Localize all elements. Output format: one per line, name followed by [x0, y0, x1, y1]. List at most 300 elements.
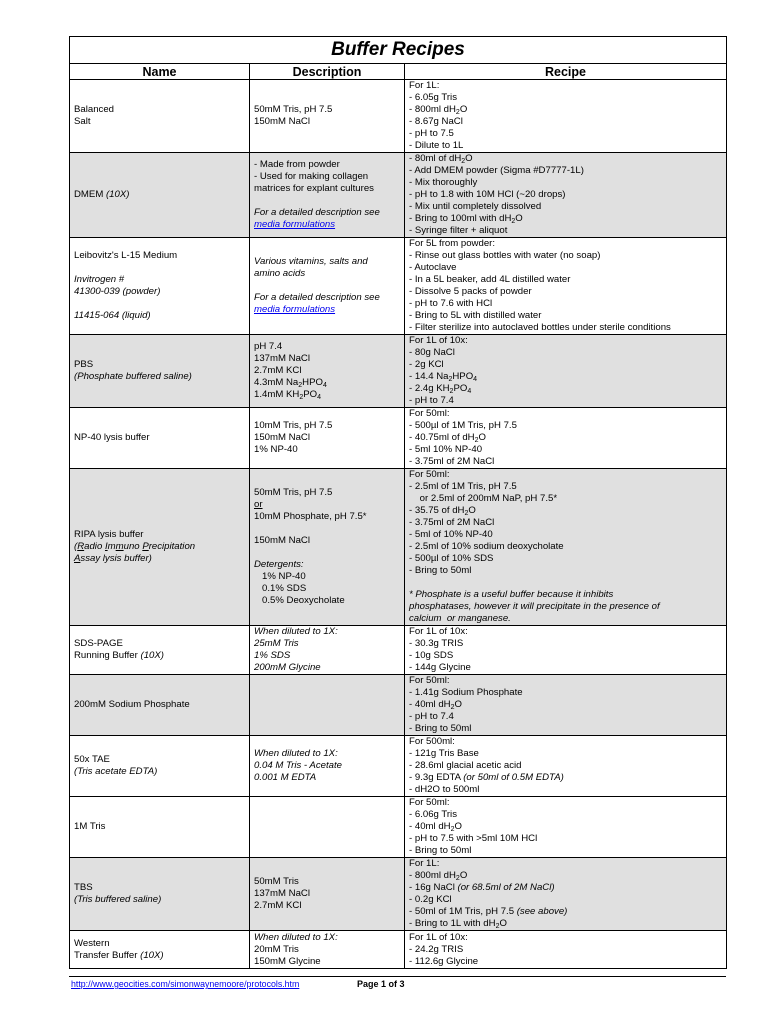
recipe-line — [409, 177, 722, 189]
text-run: recipitation — [148, 541, 196, 552]
description-line — [254, 377, 400, 389]
text-run: - Bring to 50ml — [409, 565, 472, 576]
cell-recipe — [405, 153, 727, 238]
text-run: (10X) — [105, 189, 130, 200]
cell-description — [250, 626, 405, 675]
text-run: - 80ml of dH — [409, 153, 462, 164]
text-run: ssay lysis buffer) — [80, 553, 152, 564]
text-run: - 40ml dH — [409, 821, 451, 832]
text-run: - pH to 7.6 with HCl — [409, 298, 493, 309]
recipe-line — [409, 626, 722, 638]
text-run: m — [107, 541, 116, 552]
text-run: - Rinse out glass bottles with water (no soap) — [409, 250, 601, 261]
recipe-line — [409, 298, 722, 310]
text-run: 10mM Phosphate, pH 7.5* — [254, 511, 367, 522]
text-run: (see above) — [516, 906, 568, 917]
recipe-line — [409, 772, 722, 784]
name-line — [74, 359, 245, 371]
blank-line — [254, 280, 400, 292]
text-run: O — [459, 104, 468, 115]
text-run: 0.5% Deoxycholate — [254, 595, 345, 606]
text-run: 11415-064 (liquid) — [74, 310, 151, 321]
table-row — [70, 797, 727, 858]
name-line — [74, 938, 245, 950]
recipe-line — [409, 650, 722, 662]
text-run: - Bring to 50ml — [409, 845, 472, 856]
recipe-line — [409, 432, 722, 444]
blank-line — [74, 262, 245, 274]
text-run: - 3.75ml of 2M NaCl — [409, 517, 495, 528]
recipe-line — [409, 493, 722, 505]
recipe-line — [409, 408, 722, 420]
text-run: (Tris buffered saline) — [74, 894, 162, 905]
text-run: - 80g NaCl — [409, 347, 455, 358]
table-row — [70, 675, 727, 736]
recipe-line — [409, 601, 722, 613]
recipe-line — [409, 238, 722, 250]
cell-description — [250, 736, 405, 797]
recipe-line — [409, 589, 722, 601]
text-run: 1.4mM KH — [254, 389, 300, 400]
description-line — [254, 650, 400, 662]
recipe-line — [409, 213, 722, 225]
cell-description — [250, 408, 405, 469]
cell-description — [250, 469, 405, 626]
description-line — [254, 772, 400, 784]
text-run: For 500ml: — [409, 736, 455, 747]
cell-recipe — [405, 626, 727, 675]
recipe-line — [409, 736, 722, 748]
recipe-line — [409, 225, 722, 237]
recipe-line — [409, 821, 722, 833]
text-run: HPO — [452, 371, 474, 382]
text-run: For 1L of 10x: — [409, 335, 468, 346]
text-run: 2 — [511, 218, 516, 225]
name-line — [74, 529, 245, 541]
recipe-line — [409, 797, 722, 809]
cell-recipe — [405, 80, 727, 153]
text-run: 4 — [317, 394, 322, 401]
cell-description — [250, 335, 405, 408]
description-line — [254, 487, 400, 499]
text-run: - 5ml of 10% NP-40 — [409, 529, 493, 540]
cell-description — [250, 238, 405, 335]
text-run: - Mix thoroughly — [409, 177, 478, 188]
text-run: For a detailed description see — [254, 292, 380, 303]
text-run: Transfer Buffer — [74, 949, 141, 961]
text-run: 2 — [448, 376, 453, 383]
text-run: - 24.2g TRIS — [409, 943, 464, 955]
text-run: 4 — [322, 382, 327, 389]
description-line — [254, 760, 400, 772]
description-line — [254, 900, 400, 912]
text-run: - pH to 7.5 — [409, 128, 454, 139]
recipe-line — [409, 383, 722, 395]
name-line — [74, 638, 245, 650]
text-run: 25mM Tris — [254, 638, 299, 649]
recipe-line — [409, 335, 722, 347]
text-run: - 500µl of 1M Tris, pH 7.5 — [409, 420, 517, 431]
text-run: amino acids — [254, 268, 306, 279]
text-run: matrices for explant cultures — [254, 183, 374, 194]
table-row — [70, 931, 727, 969]
text-run: 150mM NaCl — [254, 535, 310, 546]
text-run: 2.7mM KCl — [254, 365, 302, 376]
text-run: HPO — [302, 377, 323, 388]
text-run: 2 — [450, 704, 455, 711]
text-run: O — [465, 153, 473, 164]
cell-recipe — [405, 335, 727, 408]
media-formulations-link[interactable]: media formulations — [254, 304, 336, 315]
blank-line — [409, 577, 722, 589]
name-line — [74, 882, 245, 894]
text-run: uno — [123, 541, 143, 552]
description-line — [254, 353, 400, 365]
text-run: - Bring to 1L with dH — [409, 918, 496, 929]
text-run: 1% NP-40 — [254, 444, 298, 455]
text-run: 1% SDS — [254, 650, 291, 661]
description-line — [254, 219, 400, 231]
name-line — [74, 950, 245, 962]
blank-line — [254, 523, 400, 535]
text-run: 50mM Tris, pH 7.5 — [254, 104, 333, 115]
recipe-line — [409, 444, 722, 456]
text-run: For 1L of 10x: — [409, 931, 468, 943]
cell-recipe — [405, 797, 727, 858]
text-run: Leibovitz's L-15 Medium — [74, 250, 178, 261]
text-run: 1M Tris — [74, 821, 106, 832]
text-run: 4 — [467, 388, 472, 395]
text-run: (Tris acetate EDTA) — [74, 766, 158, 777]
text-run: For 50ml: — [409, 469, 450, 480]
text-run: - 28.6ml glacial acetic acid — [409, 760, 522, 771]
text-run: 41300-039 (powder) — [74, 286, 161, 297]
text-run: 50mM Tris, pH 7.5 — [254, 487, 333, 498]
text-run: or — [254, 499, 263, 510]
recipe-line — [409, 104, 722, 116]
description-line — [254, 626, 400, 638]
description-line — [254, 535, 400, 547]
recipe-line — [409, 858, 722, 870]
title-row — [70, 37, 727, 64]
text-run: (or 68.5ml of 2M NaCl) — [457, 882, 555, 893]
name-line — [74, 754, 245, 766]
recipe-line — [409, 845, 722, 857]
text-run: 2.7mM KCl — [254, 900, 302, 911]
name-line — [74, 553, 245, 565]
table-row — [70, 238, 727, 335]
text-run: 2 — [495, 923, 500, 930]
description-line — [254, 420, 400, 432]
recipe-line — [409, 250, 722, 262]
table-row — [70, 736, 727, 797]
text-run: - Filter sterilize into autoclaved bottles under sterile conditions — [409, 322, 671, 333]
description-line — [254, 944, 400, 956]
recipe-line — [409, 262, 722, 274]
text-run: - 2g KCl — [409, 359, 444, 370]
text-run: For 50ml: — [409, 797, 450, 808]
cell-description — [250, 80, 405, 153]
text-run: Invitrogen # — [74, 274, 125, 285]
recipe-line — [409, 565, 722, 577]
name-line — [74, 274, 245, 286]
description-line — [254, 748, 400, 760]
text-run: When diluted to 1X: — [254, 626, 338, 637]
name-line — [74, 286, 245, 298]
recipe-line — [409, 420, 722, 432]
recipe-line — [409, 347, 722, 359]
text-run: 200mM Glycine — [254, 662, 321, 673]
text-run: (or 50ml of 0.5M EDTA) — [463, 772, 564, 783]
cell-name — [70, 469, 250, 626]
name-line — [74, 104, 245, 116]
cell-recipe — [405, 408, 727, 469]
text-run: 0.04 M Tris - Acetate — [254, 760, 342, 771]
description-line — [254, 304, 400, 316]
footer-url-link[interactable]: http://www.geocities.com/simonwaynemoore/protocols.htm — [71, 979, 300, 989]
text-run: For 50ml: — [409, 408, 450, 419]
recipe-line — [409, 662, 722, 674]
text-run: - 800ml dH — [409, 870, 456, 881]
cell-recipe — [405, 931, 727, 969]
text-run: - 40.75ml of dH — [409, 432, 475, 443]
text-run: (10X) — [140, 949, 164, 961]
description-line — [254, 595, 400, 607]
cell-description — [250, 797, 405, 858]
text-run: - Dissolve 5 packs of powder — [409, 286, 532, 297]
text-run: * Phosphate is a useful buffer because it inhibits — [409, 589, 614, 600]
header-row — [70, 64, 727, 80]
name-line — [74, 821, 245, 833]
recipe-line — [409, 723, 722, 735]
text-run: - pH to 7.5 with >5ml 10M HCl — [409, 833, 538, 844]
text-run: - dH2O to 500ml — [409, 784, 480, 795]
cell-description — [250, 858, 405, 931]
text-run: - 30.3g TRIS — [409, 638, 464, 649]
cell-description — [250, 153, 405, 238]
text-run: - 2.5ml of 10% sodium deoxycholate — [409, 541, 564, 552]
description-line — [254, 183, 400, 195]
text-run: 0.001 M EDTA — [254, 772, 317, 783]
text-run: RIPA lysis buffer — [74, 529, 144, 540]
recipe-line — [409, 870, 722, 882]
text-run: O — [499, 918, 507, 929]
description-line — [254, 159, 400, 171]
recipe-line — [409, 153, 722, 165]
text-run: TBS — [74, 882, 93, 893]
page-title: Buffer Recipes — [70, 37, 727, 64]
text-run: For 1L of 10x: — [409, 626, 468, 637]
text-run: 2 — [461, 158, 466, 165]
blank-line — [254, 547, 400, 559]
name-line — [74, 310, 245, 322]
cell-name — [70, 931, 250, 969]
text-run: Salt — [74, 116, 91, 127]
text-run: Various vitamins, salts and — [254, 256, 368, 267]
text-run: - 8.67g NaCl — [409, 116, 463, 127]
text-run: - 144g Glycine — [409, 662, 471, 673]
text-run: calcium or manganese. — [409, 613, 511, 624]
text-run: 150mM NaCl — [254, 432, 310, 443]
description-line — [254, 389, 400, 401]
text-run: - 121g Tris Base — [409, 748, 479, 759]
column-header-description: Description — [250, 64, 405, 80]
text-run: 0.1% SDS — [254, 583, 307, 594]
text-run: 1% NP-40 — [254, 571, 306, 582]
description-line — [254, 171, 400, 183]
text-run: NP-40 lysis buffer — [74, 432, 150, 443]
text-run: - 800ml dH — [409, 104, 456, 115]
cell-recipe — [405, 238, 727, 335]
description-line — [254, 571, 400, 583]
recipe-line — [409, 395, 722, 407]
name-line — [74, 650, 245, 662]
description-line — [254, 268, 400, 280]
table-row — [70, 858, 727, 931]
cell-recipe — [405, 858, 727, 931]
text-run: - 14.4 Na — [409, 371, 449, 382]
name-line — [74, 766, 245, 778]
text-run: - 6.06g Tris — [409, 809, 457, 820]
text-run: 50mM Tris — [254, 876, 299, 887]
text-run: - Bring to 5L with distilled water — [409, 310, 542, 321]
text-run: - Dilute to 1L — [409, 140, 464, 151]
cell-name — [70, 80, 250, 153]
text-run: O — [459, 870, 468, 881]
description-line — [254, 104, 400, 116]
text-run: 50x TAE — [74, 754, 110, 765]
name-line — [74, 894, 245, 906]
text-run: For 5L from powder: — [409, 238, 496, 249]
text-run: 2 — [464, 510, 469, 517]
table-row — [70, 80, 727, 153]
description-line — [254, 292, 400, 304]
recipe-line — [409, 918, 722, 930]
text-run: - Mix until completely dissolved — [409, 201, 542, 212]
text-run: pH 7.4 — [254, 341, 283, 352]
text-run: O — [468, 505, 476, 516]
description-line — [254, 341, 400, 353]
table-body — [70, 80, 727, 969]
recipe-line — [409, 371, 722, 383]
description-line — [254, 511, 400, 523]
text-run: I — [104, 541, 108, 552]
text-run: - 112.6g Glycine — [409, 955, 479, 967]
text-run: PO — [453, 383, 468, 394]
text-run: - 0.2g KCl — [409, 894, 452, 905]
text-run: - 500µl of 10% SDS — [409, 553, 494, 564]
description-line — [254, 583, 400, 595]
recipe-line — [409, 529, 722, 541]
description-line — [254, 888, 400, 900]
recipe-line — [409, 809, 722, 821]
text-run: or 2.5ml of 200mM NaP, pH 7.5* — [409, 493, 558, 504]
text-run: For 1L: — [409, 80, 440, 91]
text-run: A — [74, 553, 81, 564]
table-row — [70, 469, 727, 626]
text-run: O — [454, 699, 462, 710]
recipe-line — [409, 469, 722, 481]
recipe-line — [409, 517, 722, 529]
text-run: - 40ml dH — [409, 699, 451, 710]
recipe-line — [409, 505, 722, 517]
text-run: PBS — [74, 359, 94, 370]
text-run: O — [454, 821, 462, 832]
text-run: - pH to 7.4 — [409, 395, 454, 406]
cell-name — [70, 626, 250, 675]
cell-name — [70, 153, 250, 238]
recipe-line — [409, 201, 722, 213]
cell-name — [70, 736, 250, 797]
text-run: ( — [74, 541, 78, 552]
blank-line — [74, 298, 245, 310]
text-run: - Made from powder — [254, 159, 340, 170]
cell-name — [70, 408, 250, 469]
text-run: 200mM Sodium Phosphate — [74, 699, 190, 710]
description-line — [254, 256, 400, 268]
text-run: - Syringe filter + aliquot — [409, 225, 508, 236]
text-run: - Add DMEM powder (Sigma #D7777-1L) — [409, 165, 584, 176]
text-run: R — [77, 541, 85, 552]
description-line — [254, 207, 400, 219]
recipe-line — [409, 189, 722, 201]
text-run: - 35.75 of dH — [409, 505, 465, 516]
recipe-line — [409, 359, 722, 371]
recipe-line — [409, 932, 722, 944]
text-run: Western — [74, 937, 110, 949]
recipe-line — [409, 286, 722, 298]
recipe-line — [409, 322, 722, 334]
text-run: 2 — [474, 437, 479, 444]
text-run: 137mM NaCl — [254, 353, 310, 364]
page-number: Page 1 of 3 — [357, 979, 405, 989]
recipe-line — [409, 613, 722, 625]
text-run: When diluted to 1X: — [254, 931, 338, 943]
description-line — [254, 956, 400, 968]
description-line — [254, 932, 400, 944]
text-run: (Phosphate buffered saline) — [74, 371, 192, 382]
recipe-line — [409, 274, 722, 286]
text-run: Detergents: — [254, 559, 304, 570]
column-header-name: Name — [70, 64, 250, 80]
text-run: DMEM — [74, 189, 106, 200]
recipe-line — [409, 80, 722, 92]
text-run: When diluted to 1X: — [254, 748, 338, 759]
text-run: 150mM NaCl — [254, 116, 310, 127]
text-run: - pH to 1.8 with 10M HCl (~20 drops) — [409, 189, 566, 200]
text-run: 2 — [455, 875, 460, 882]
text-run: - 5ml 10% NP-40 — [409, 444, 483, 455]
recipe-line — [409, 456, 722, 468]
text-run: 2 — [455, 109, 460, 116]
recipe-line — [409, 128, 722, 140]
name-line — [74, 189, 245, 201]
text-run: - 10g SDS — [409, 650, 454, 661]
text-run: phosphatases, however it will precipitate in the presence of — [409, 601, 660, 612]
cell-recipe — [405, 469, 727, 626]
buffer-recipes-table — [69, 36, 727, 969]
media-formulations-link[interactable]: media formulations — [254, 219, 336, 230]
table-row — [70, 408, 727, 469]
recipe-line — [409, 675, 722, 687]
recipe-line — [409, 165, 722, 177]
column-header-recipe: Recipe — [405, 64, 727, 80]
description-line — [254, 638, 400, 650]
description-line — [254, 876, 400, 888]
text-run: For 1L: — [409, 858, 440, 869]
text-run: 137mM NaCl — [254, 888, 310, 899]
text-run: - Autoclave — [409, 262, 457, 273]
